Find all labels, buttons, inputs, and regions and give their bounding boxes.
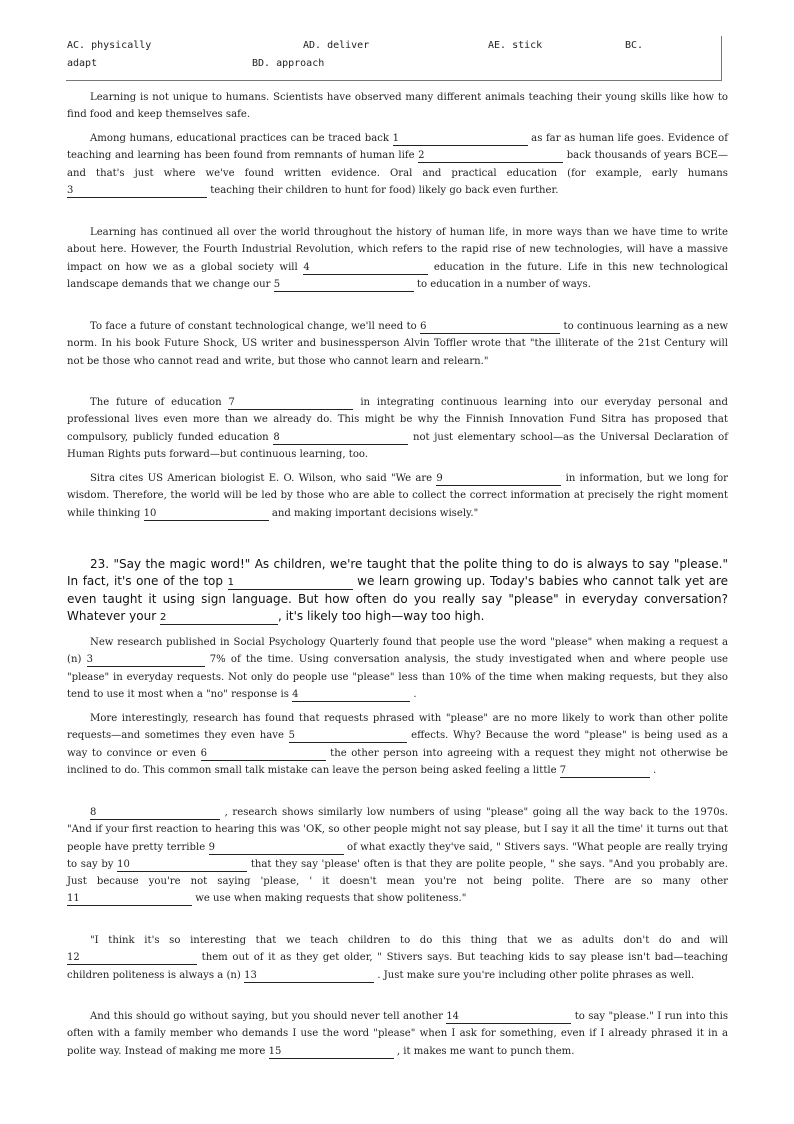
p1-paragraph-5: The future of education 7 in integrating continuous learning into our everyday personal and professional lives even more than we already do. This might be why the Finnish Innovation Fund Sitra has proposed that compulsory, publicly funded education 8 not just elementary school—as the Universal Declaration of Human Rights puts forward—but continuous learning, too.: [67, 397, 728, 460]
option-ac: AC. physically: [67, 40, 152, 51]
option-bd: BD. approach: [252, 58, 325, 69]
option-ad: AD. deliver: [303, 40, 370, 51]
blank-2-8[interactable]: 8: [90, 807, 220, 820]
blank-2-2[interactable]: 2: [160, 610, 278, 625]
blank-2-11[interactable]: 11: [67, 893, 192, 906]
option-box: [66, 36, 722, 81]
blank-3[interactable]: 3: [67, 185, 207, 198]
p1-paragraph-1: Learning is not unique to humans. Scientists have observed many different animals teaching their young skills like how to find food and keep themselves safe.: [67, 92, 728, 121]
p2-paragraph-5: And this should go without saying, but you should never tell another 14 to say "please." I run into this often with a family member who demands I use the word "please" when I ask for something, even if I already phrased it in a polite way. Instead of making me more 15 , it makes me want to punch them.: [67, 1011, 728, 1057]
blank-10[interactable]: 10: [144, 508, 269, 521]
p2-lead-paragraph: 23. "Say the magic word!" As children, we're taught that the polite thing to do is always to say "please." In fact, it's one of the top 1 we learn growing up. Today's babies who cannot talk yet are even taught it using sign language. But how often do you really say "please" in everyday conversation? Whatever your 2 , it's likely too high—way too high.: [67, 557, 728, 623]
blank-2-7[interactable]: 7: [560, 765, 650, 778]
blank-8[interactable]: 8: [273, 432, 408, 445]
blank-9[interactable]: 9: [436, 473, 561, 486]
p2-paragraph-4: "I think it's so interesting that we teach children to do this thing that we as adults don't do and will 12 them out of it as they get older, " Stivers says. But teaching kids to say please isn't bad—teaching children politeness is always a (n) 13 . Just make sure you're including other polite phrases as well.: [67, 935, 728, 981]
blank-2-5[interactable]: 5: [289, 730, 407, 743]
blank-2-14[interactable]: 14: [446, 1011, 571, 1024]
p1-paragraph-4: To face a future of constant technological change, we'll need to 6 to continuous learning as a new norm. In his book Future Shock, US writer and businessperson Alvin Toffler wrote that "the illiterate of the 21st Century will not be those who cannot read and write, but those who cannot learn and relearn.": [67, 321, 728, 367]
p2-paragraph-1: New research published in Social Psychology Quarterly found that people use the word "please" when making a request a (n) 3 7% of the time. Using conversation analysis, the study investigated when and where people use "please" in everyday requests. Not only do people use "please" less than 10% of the time when making requests, but they also tend to use it most when a "no" response is 4 .: [67, 637, 728, 700]
option-ae: AE. stick: [488, 40, 543, 51]
blank-4[interactable]: 4: [303, 262, 428, 275]
blank-2-9[interactable]: 9: [209, 842, 344, 855]
blank-2-1[interactable]: 1: [228, 575, 353, 590]
option-bc-word: adapt: [67, 58, 98, 69]
blank-2[interactable]: 2: [418, 150, 563, 163]
blank-2-12[interactable]: 12: [67, 952, 197, 965]
blank-2-4[interactable]: 4: [292, 689, 410, 702]
blank-2-15[interactable]: 15: [269, 1046, 394, 1059]
option-bc: BC.: [625, 40, 644, 51]
blank-2-10[interactable]: 10: [117, 859, 247, 872]
p1-paragraph-3: Learning has continued all over the world throughout the history of human life, in more ways than we have time to write about here. However, the Fourth Industrial Revolution, which refers to the rapid rise of new technologies, will have a massive impact on how we as a global society will 4 education in the future. Life in this new technological landscape demands that we change our 5 to education in a number of ways.: [67, 227, 728, 290]
blank-2-3[interactable]: 3: [87, 654, 205, 667]
blank-2-13[interactable]: 13: [244, 970, 374, 983]
p1-paragraph-6: Sitra cites US American biologist E. O. Wilson, who said "We are 9 in information, but we long for wisdom. Therefore, the world will be led by those who are able to collect the correct information at precisely the right moment while thinking 10 and making important decisions wisely.": [67, 473, 728, 519]
p1-paragraph-2: Among humans, educational practices can be traced back 1 as far as human life goes. Evidence of teaching and learning has been found from remnants of human life 2 back thousands of years BCE—and that's just where we've found written evidence. Oral and practical education (for example, early humans 3 teaching their children to hunt for food) likely go back even further.: [67, 133, 729, 196]
p2-paragraph-2: More interestingly, research has found that requests phrased with "please" are no more likely to work than other polite requests—and sometimes they even have 5 effects. Why? Because the word "please" is being used as a way to convince or even 6 the other person into agreeing with a request they might not otherwise be inclined to do. This common small talk mistake can leave the person being asked feeling a little 7 .: [67, 713, 729, 776]
blank-1[interactable]: 1: [393, 133, 528, 146]
blank-6[interactable]: 6: [420, 321, 560, 334]
p2-paragraph-3: 8 , research shows similarly low numbers of using "please" going all the way back to the 1970s. "And if your first reaction to hearing this was 'OK, so other people might not say please, but I say it all the time' it turns out that people have pretty terrible 9 of what exactly they've said, " Stivers says. "What people are really trying to say by 10 that they say 'please' often is that they are polite people, " she says. "And you probably are. Just because you're not saying 'please, ' it doesn't mean you're not being polite. There are so many other 11 we use when making requests that show politeness.": [67, 807, 728, 905]
blank-5[interactable]: 5: [274, 279, 414, 292]
blank-2-6[interactable]: 6: [201, 748, 326, 761]
blank-7[interactable]: 7: [228, 397, 353, 410]
